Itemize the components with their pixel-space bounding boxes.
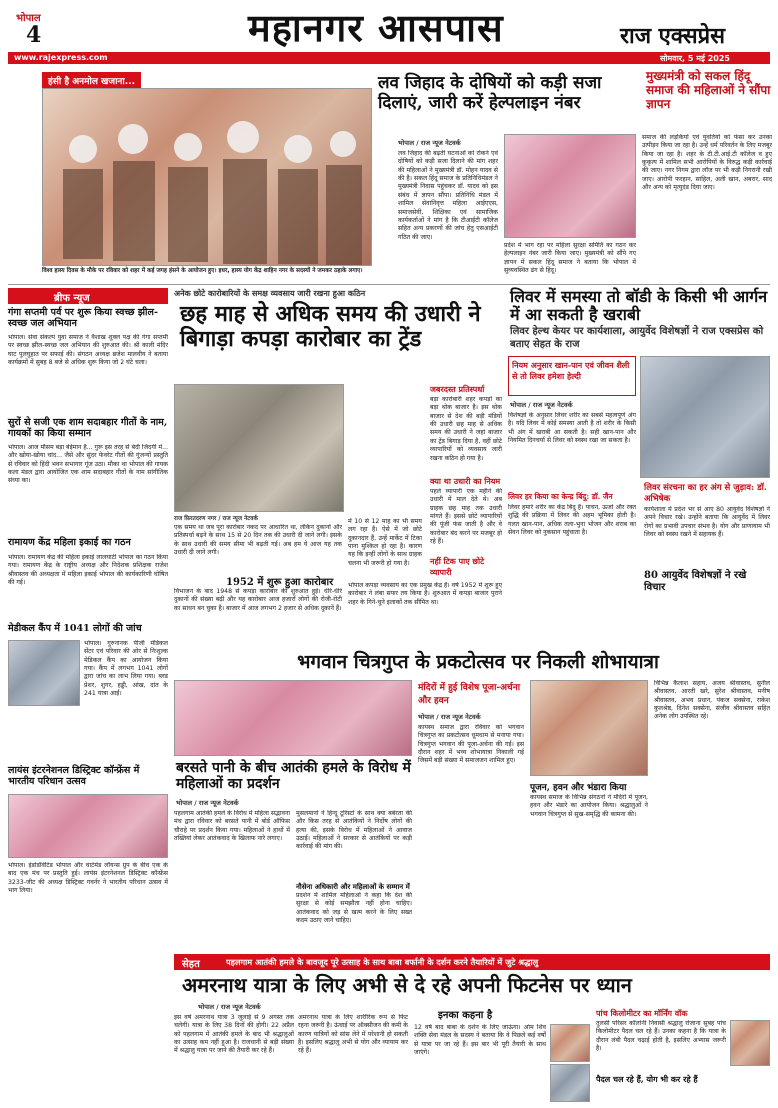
protest-story [174,760,412,946]
lions-photo [8,794,168,858]
bottom-body-1: इस वर्ष अमरनाथ यात्रा 3 जुलाई से 9 अगस्त तक चलेगी। यात्रा के लिए 38 दिनों की होगी। 22 अप्रैल को पहलगाम में आतंकी हमले के बाद भी श्रद्धालुओं का उत्साह कम नहीं हुआ है। राजधानी से बड़ी संख्या में श्रद्धालु यात्रा पर जाने की तैयारी कर रहे हैं। [174,1014,294,1055]
cloth-sub-3: 1952 में शुरू हुआ कारोबार [226,577,334,588]
chitragupt-body-1: कायस्थ समाज द्वारा रविवार को भगवान चित्रगुप्त का प्रकटोत्सव धूमधाम से मनाया गया। चित्रगुप्त भगवान की पूजा-अर्चना की गई। इस दौरान शहर में भव्य शोभायात्रा निकाली गई जिसमें बड़ी संख्या में समाजजन शामिल हुए। [418,724,524,765]
bottom-kicker: पहलगाम आतंकी हमले के बावजूद पूरे उत्साह के साथ बाबा बर्फानी के दर्शन करने तैयारियों में जुटे श्रद्धालु [226,957,539,967]
chitragupt-body-3: कायस्थ समाज के विभिन्न संगठनों ने मंदिरों में पूजन, हवन और भंडारे का आयोजन किया। श्रद्धालुओं ने भगवान चित्रगुप्त से सुख-समृद्धि की कामना की। [530,794,648,818]
laughter-photo [42,88,372,266]
chitragupt-headline: भगवान चित्रगुप्त के प्रकटोत्सव पर निकली शोभायात्रा [297,651,659,673]
protest-sub-1: नौसेना अधिकारी और महिलाओं के सम्मान में [296,882,410,891]
puja-photo [530,680,648,776]
bottom-body-3: 12 वर्ष बाद बाबा के दर्शन के लिए जाऊंगा। ओम शिव शक्ति सेवा मंडल के सदस्य ने बताया कि वे पिछले कई वर्षों से यात्रा पर जा रहे हैं। इस बार भी पूरी तैयारी के साथ जाएंगे। [414,1024,546,1057]
protest-photo [174,680,412,756]
brief-5-headline: लायंस इंटरनेशनल डिस्ट्रिक्ट कॉन्फ्रेंस में भारतीय परिधान उत्सव [8,765,140,787]
bottom-headline: अमरनाथ यात्रा के लिए अभी से दे रहे अपनी फिटनेस पर ध्यान [182,973,632,997]
health-body-1: विशेषज्ञों के अनुसार लिवर शरीर का सबसे महत्वपूर्ण अंग है। यदि लिवर में कोई समस्या आती है तो शरीर के किसी भी अंग में खराबी आ सकती है। सही खान-पान और नियमित दिनचर्या से लिवर को स्वस्थ रखा जा सकता है। [508,412,636,445]
cloth-body-5: विभाजन के बाद 1948 से कपड़ा कारोबार की शुरुआत हुई। धीरे-धीरे दुकानों की संख्या बढ़ी और यह कारोबार आज हजारों लोगों की रोजी-रोटी का साधन बन चुका है। बाजार में आज लगभग 2 हजार से अधिक दुकानें हैं। [174,588,342,612]
health-box-title: नियम अनुसार खान-पान एवं जीवन शैली से तो लिवर हमेशा हेल्दी [512,360,630,381]
medical-camp-photo [8,640,80,706]
cloth-body-1: में 10 से 12 माह का भी समय लग रहा है। ऐसे में जो छोटे दुकानदार हैं, उन्हें मार्केट में टिका पाना मुश्किल हो रहा है। कारण यह कि इन्हीं लोगों के साथ ग्राहक चलना भी जरूरी हो गया है। [348,518,422,567]
brief-3-headline: रामायण केंद्र महिला इकाई का गठन [8,537,131,548]
cloth-sub-1: जबरदस्त प्रतिस्पर्धा [430,384,485,394]
brief-4-headline: मेडीकल कैंप में 1041 लोगों की जांच [8,623,142,634]
devotee-photo-1 [550,1024,590,1062]
health-quote-1: लिवर संरचना का हर अंग से जुड़ाव: डॉ. अभिषेक [644,483,767,504]
protest-body-1: पहलगाम आतंकी हमले के विरोध में महिला सद्भावना मंच द्वारा रविवार को बरसते पानी में बोर्ड ऑफिस चौराहे पर प्रदर्शन किया गया। महिलाओं ने हाथों में तख्तियां लेकर आतंकवाद के खिलाफ नारे लगाए। [174,810,290,843]
lead-byline: भोपाल / राज न्यूज नेटवर्क [398,139,461,147]
page-number: 4 [26,22,42,48]
brief-2-headline: सुरों से सजी एक शाम सदाबहार गीतों के नाम, गायकों का किया सम्मान [8,417,168,439]
health-story [508,288,770,650]
health-headline: लिवर में समस्या तो बॉडी के किसी भी आर्गन में आ सकती है खराबी [510,287,768,325]
masthead-rule [8,52,770,64]
chitragupt-byline: भोपाल / राज न्यूज नेटवर्क [418,713,481,721]
masthead [0,0,778,70]
divider-1 [8,284,770,285]
cloth-kicker: अनेक छोटे कारोबारियों के समक्ष व्यवसाय जारी रखना हुआ कठिन [174,289,366,298]
lead-body-3: समाज की लड़कियों एवं युवतियों को फंसा कर उनका उत्पीड़न किया जा रहा है। उन्हें धर्म परिवर्तन के लिए मजबूर किया जा रहा है। शहर के टी.टी.आई.टी कॉलेज व हुए कुकृत्य में शामिल सभी आरोपियों के विरुद्ध कड़ी कार्रवाई की जाए। नगर निगम द्वारा लॉज पर भी कड़ी निगरानी रखी जाए। आरोपी फरहान, साहिल, अली खान, अबरार, साद और अन्य को मृत्युदंड दिया जाए। [642,134,772,192]
devotee-photo-2 [550,1064,590,1102]
market-photo [174,384,344,512]
cloth-headline: छह माह से अधिक समय की उधारी ने बिगाड़ा कपड़ा कारोबार का ट्रेंड [180,301,481,353]
brief-1-body: भोपाल। सेवा संकल्प युवा समाज ने वैशाख शुक्ल पक्ष की गंगा सप्तमी पर स्वच्छ झील-स्वच्छ जल अभियान की शुरुआत की। श्री काली मंदिर घाट पुलघुहात पर सफाई की। संगठन अध्यक्ष ब्रजेश मालवीय ने बताया कार्यक्रमों में सुबह 8 बजे से अधिक शुरू किया जो 2 घंटे चला। [8,334,168,367]
cloth-body-6: पहले व्यापारी एक महीने की उधारी में माल देते थे। अब ग्राहक छह माह तक उधारी मांगते हैं। इससे छोटे व्यापारियों की पूंजी फंस जाती है और वे कारोबार बंद करने पर मजबूर हो रहे हैं। [430,488,502,546]
cloth-sub-2: क्या था उधारी का नियम [430,476,501,486]
protest-byline: भोपाल / राज न्यूज नेटवर्क [176,799,239,807]
chitragupt-body-2: विभिन्न कैलाश सहाय, अजय श्रीवास्तव, सुनील श्रीवास्तव, आरती खरे, सुरेश श्रीवास्तव, मनीष श्रीवास्तव, अभय प्रधान, पंकज सक्सेना, राकेश कुलश्रेष्ठ, दिनेश सक्सेना, संजीव श्रीवास्तव सहित अनेक लोग उपस्थित रहे। [654,680,770,721]
cloth-body-3: बड़ा कारोबारी शहर कपड़ों का बड़ा थोक बाजार है। इस थोक बाजार से देश की बड़ी मंडियों की उधारी छह माह से अधिक समय की उधारी ने जहां बाजार का ट्रेंड बिगाड़ दिया है, वहीं छोटे व्यापारियों को व्यवसाय जारी रखना कठिन हो गया है। [430,396,502,462]
top-photo-tag: हंसी है अनमोल खजाना... [42,72,141,89]
health-body-3: कार्यशाला में प्रदेश भर से आए 80 आयुर्वेद विशेषज्ञों ने अपने विचार रखे। उन्होंने बताया कि आयुर्वेद में लिवर रोगों का प्रभावी उपचार संभव है। योग और प्राणायाम भी लिवर को स्वस्थ रखने में सहायक हैं। [644,506,770,539]
health-body-2: लिवर हमारे शरीर का केंद्र बिंदु है। पाचन, ऊर्जा और रक्त शुद्धि की प्रक्रिया में लिवर की अहम भूमिका होती है। गलत खान-पान, अधिक तला-भुना भोजन और शराब का सेवन लिवर को नुकसान पहुंचाता है। [508,504,636,537]
health-box [508,356,636,396]
lead-side-box [646,70,772,132]
bottom-side-title: पांच किलोमीटर का मॉर्निंग वॉक [596,1009,688,1018]
lead-photo [504,134,636,238]
health-deck: लिवर हेल्थ केयर पर कार्यशाला, आयुर्वेद विशेषज्ञों ने राज एक्सप्रेस को बताए सेहत के राज [510,326,764,350]
bottom-body-4: तुलसी परिसर कॉलोनी निवासी श्रद्धालु रोजाना सुबह पांच किलोमीटर पैदल चल रहे हैं। उनका कहना है कि यात्रा के दौरान लंबी पैदल चढ़ाई होती है, इसलिए अभ्यास जरूरी है। [596,1020,726,1053]
city-label: भोपाल [16,13,41,24]
health-quote-2: लिवर हर किया का केन्द्र बिंदु: डॉ. जैन [508,492,613,501]
protest-body-2: मुसलमानों ने हिन्दू टूरिस्टों के साथ क्या बर्बरता की और किस तरह से आतंकियों ने निर्दोष लोगों की हत्या की, इसके विरोध में महिलाओं ने आवाज उठाई। महिलाओं ने सरकार से आतंकियों पर कड़ी कार्रवाई की मांग की। [296,810,412,851]
protest-headline: बरसते पानी के बीच आतंकी हमले के विरोध में महिलाओं का प्रदर्शन [176,760,411,793]
health-quote-3: 80 आयुर्वेद विशेषज्ञों ने रखे विचार [644,570,747,593]
cloth-sub-4: नहीं टिक पाए छोटे व्यापारी [430,556,485,577]
briefs-header: ब्रीफ न्यूज [54,293,90,304]
workshop-photo [640,356,770,478]
chitragupt-sub-1: मंदिरों में हुई विशेष पूजा-अर्चना और हवन [418,683,521,706]
market-photo-credit: राज फ़ि‍रतदरण नगर / राज न्यूज नेटवर्क [174,516,258,522]
lead-side-headline: मुख्यमंत्री को सकल हिंदू समाज की महिलाओं ने सौंपा ज्ञापन [646,69,771,111]
brief-1-headline: गंगा सप्तमी पर्व पर शुरू किया स्वच्छ झील-स्वच्छ जल अभियान [8,307,158,329]
bottom-side-sub: पैदल चल रहे हैं, योग भी कर रहे हैं [596,1074,698,1084]
brief-5-body: भोपाल। इंडोडॉवेटिड भोपाल और चार्टमेड लॉयन्स ग्रुप के बीच एक के बाद एक मंच पर प्रस्तुति हुई। लायंस इंटरनेशनल डिस्ट्रिक्ट कॉन्फ्रेंस 3233-जीट की अध्यक्ष डिस्ट्रिक्ट गवर्नर ने भारतीय परिधान उत्सव में भाग लिया। [8,862,168,895]
top-photo-caption: विश्व हास्य दिवस के मौके पर रविवार को शहर में कई जगह हंसने के आयोजन हुए। इधर, हास्य योग केंद्र शाहिन नगर के सदस्यों ने जमकर ठहाके लगाए। [42,268,363,274]
cloth-story [174,288,502,650]
brief-3-body: भोपाल। रामायण केंद्र की महिला इकाई लालघाटी भोपाल का गठन किया गया। रामायण केंद्र के राष्ट्रीय अध्यक्ष और निदेशक प्रशिक्षक राजेश श्रीवास्तव की अध्यक्षता में महिला इकाई भोपाल की कार्यकारिणी घोषित की गई। [8,554,168,587]
lead-story [378,70,774,282]
lead-body-2: प्रदेश में भाग रहा पर महिला सुरक्षा समिति का गठन कर हेल्पलाइन नंबर जारी किया जाए। मुख्यमंत्री को सौंपे गए ज्ञापन में सकल हिंदू समाज ने बताया कि भोपाल में सुव्यवस्थित ढंग से हिंदू। [504,242,636,275]
bottom-body-2: अमरनाथ यात्रा के लिए शारीरिक रूप से फिट रहना जरूरी है। ऊंचाई पर ऑक्सीजन की कमी के कारण यात्रियों को सांस लेने में परेशानी हो सकती है। इसलिए श्रद्धालु अभी से योग और व्यायाम कर रहे हैं। [298,1014,408,1055]
brief-2-body: भोपाल। आज मौसम बड़ा बेईमान है... गुरू इस तरह से बेदी जिंदगी में... और खोया-खोया चांद... जैसे और सुंदर फेवरेट गीतों की गूंजन्यों प्रस्तुति से रविवार को हिंदी भवन सभागार गूंज उठा। मौका था भोपाल की गायक कला मंडल द्वारा आयोजित एक शाम सदाबहार गीतों के नाम सांगीतिक संध्या का। [8,444,168,485]
bottom-box-title: इनका कहना है [438,1010,493,1021]
issue-date: सोमवार, 5 मई 2025 [660,54,730,63]
crowd-illustration [43,89,373,267]
cloth-body-4: भोपाल कपड़ा व्यवसाय का एक प्रमुख केंद्र है। वर्ष 1952 में शुरू हुए कारोबार ने लंबा सफर तय किया है। शुरुआत में कपड़ा बाजार पुराने शहर के गिने-चुने इलाकों तक सीमित था। [348,582,502,606]
brand-logo: राज एक्सप्रेस [620,23,725,49]
health-byline: भोपाल / राज न्यूज नेटवर्क [510,401,573,409]
bottom-section [8,954,770,1104]
lead-headline: लव जिहाद के दोषियों को कड़ी सजा दिलाएं, जारी करें हेल्पलाइन नंबर [378,73,602,113]
walker-photo [730,1020,770,1066]
website-link[interactable]: www.rajexpress.com [14,53,108,62]
lead-body-1: लव जिहाद की बढ़ती घटनाओं को रोकने एवं दोषियों को कड़ी सजा दिलाने की मांग शहर की महिलाओं ने मुख्यमंत्री डॉ. मोहन यादव से की है। सकल हिंदू समाज के प्रतिनिधिमंडल ने मुख्यमंत्री निवास पहुंचकर डॉ. यादव को इस संबंध में ज्ञापन सौंपा। प्रतिनिधि मंडल में शामिल सेवानिवृत्त महिला आईएएस, समाजसेवी, शिक्षिका एवं सामाजिक कार्यकर्ताओं ने मांग है कि टीआईटी कॉलेज सहित अन्य प्रकरणों की जांच हेतु एसआईटी गठित की जाए। [398,150,498,241]
top-photo-block [42,70,372,282]
section-title: महानगर आसपास [248,5,504,50]
cloth-body-2: एक समय था जब पूरा कारोबार नकद पर आधारित था, लेकिन दुकानों और प्रतिस्पर्धा बढ़ने के साथ 15 से 20 दिन तक की उधारी दी जाने लगी। इसके के साथ उधारी की समय सीमा भी बढ़ती गई। अब हम ये आज यह तक उधारी दी जाने लगी। [174,524,342,557]
briefs-column [8,288,168,952]
brief-4-body: भोपाल। गुरुनानक पीजी मेडिकल सेंटर एवं परिवार की ओर से निःशुल्क मेडिकल कैंप का आयोजन किया गया। कैंप में लगभग 1041 लोगों द्वारा जांच का लाभ लिया गया। ब्लड प्रेशर, शुगर, हड्डी, आंख, दांत के 241 यात्रा आईं। [84,640,168,698]
bottom-tag: सेहत [182,959,200,970]
chitragupt-sub-2: पूजन, हवन और भंडारा किया [530,783,627,793]
protest-body-3: प्रदर्शन में शामिल महिलाओं ने कहा कि देश की सुरक्षा से कोई समझौता नहीं होना चाहिए। आतंकवाद को जड़ से खत्म करने के लिए सख्त कदम उठाए जाने चाहिए। [296,892,412,925]
bottom-byline: भोपाल / राज न्यूज नेटवर्क [198,1003,261,1011]
